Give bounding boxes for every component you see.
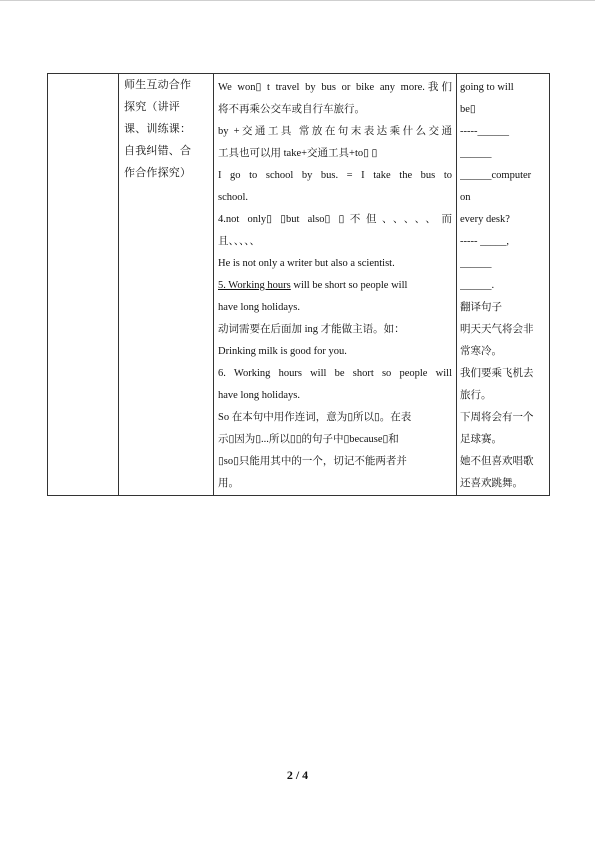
content-line: ▯so▯只能用其中的一个，切记不能两者并 xyxy=(218,456,407,467)
page-top-rule xyxy=(0,0,595,1)
activity-line: 探究（讲评 xyxy=(124,101,180,113)
exercise-line: be▯ xyxy=(460,104,476,115)
content-line: I go to school by bus. = I take the bus to xyxy=(218,170,452,181)
content-line: 4.not only▯ ▯but also▯ ▯不但、、、、、而 xyxy=(218,214,452,225)
page-number: 2 / 4 xyxy=(286,768,309,782)
content-line: 工具也可以用 take+交通工具+to▯ ▯ xyxy=(218,148,378,159)
content-line: We won▯ t travel by bus or bike any more.我们 xyxy=(218,82,452,93)
table-row xyxy=(48,74,550,496)
content-line: school. xyxy=(218,192,249,203)
content-line: by +交通工具 常放在句末表达乘什么交通 xyxy=(218,126,452,137)
exercise-line: 常寒冷。 xyxy=(460,346,502,357)
exercise-line: 旅行。 xyxy=(460,390,492,401)
exercise-line: ______ xyxy=(460,148,492,159)
content-line: have long holidays. xyxy=(218,390,300,401)
activity-line: 作合作探究） xyxy=(124,167,192,179)
underlined-phrase: 5. Working hours xyxy=(218,280,291,291)
exercise-line: ----- _____, xyxy=(460,236,509,247)
content-line: He is not only a writer but also a scientist. xyxy=(218,258,395,269)
content-line: 用。 xyxy=(218,478,239,489)
exercise-line: 下周将会有一个 xyxy=(460,412,534,423)
exercise-line: 她不但喜欢唱歌 xyxy=(460,456,534,467)
content-line: have long holidays. xyxy=(218,302,300,313)
activity-cell xyxy=(119,74,214,496)
exercise-line: ______computer xyxy=(460,170,532,181)
content-line: 将不再乘公交车或自行车旅行。 xyxy=(218,104,365,115)
exercise-line: 翻译句子 xyxy=(460,302,502,313)
content-line: 动词需要在后面加 ing 才能做主语。如： xyxy=(218,324,405,335)
exercise-cell xyxy=(457,74,550,496)
exercise-line: going to will xyxy=(460,82,514,93)
exercise-line: every desk? xyxy=(460,214,510,225)
exercise-line: 足球赛。 xyxy=(460,434,502,445)
activity-line: 自我纠错、合 xyxy=(124,145,192,157)
content-line: Drinking milk is good for you. xyxy=(218,346,347,357)
activity-line: 师生互动合作 xyxy=(124,79,192,91)
content-line: 6. Working hours will be short so people will xyxy=(218,368,452,379)
content-cell xyxy=(214,74,457,496)
exercise-line: on xyxy=(460,192,471,203)
exercise-line: -----______ xyxy=(460,126,509,137)
exercise-line: 我们要乘飞机去 xyxy=(460,368,534,379)
exercise-line: 还喜欢跳舞。 xyxy=(460,478,523,489)
content-line: 且、、、、、 xyxy=(218,236,260,247)
exercise-line: 明天天气将会非 xyxy=(460,324,534,335)
empty-left-cell xyxy=(48,74,119,496)
content-line: 5. Working hours will be short so people will xyxy=(218,280,408,291)
exercise-line: ______. xyxy=(460,280,495,291)
content-line: 示▯因为▯...所以▯▯的句子中▯because▯和 xyxy=(218,434,399,445)
lesson-table xyxy=(47,73,550,496)
exercise-line: ______ xyxy=(460,258,492,269)
activity-line: 课、训练课： xyxy=(124,123,192,135)
content-line: So 在本句中用作连词，意为▯所以▯。在表 xyxy=(218,412,412,423)
